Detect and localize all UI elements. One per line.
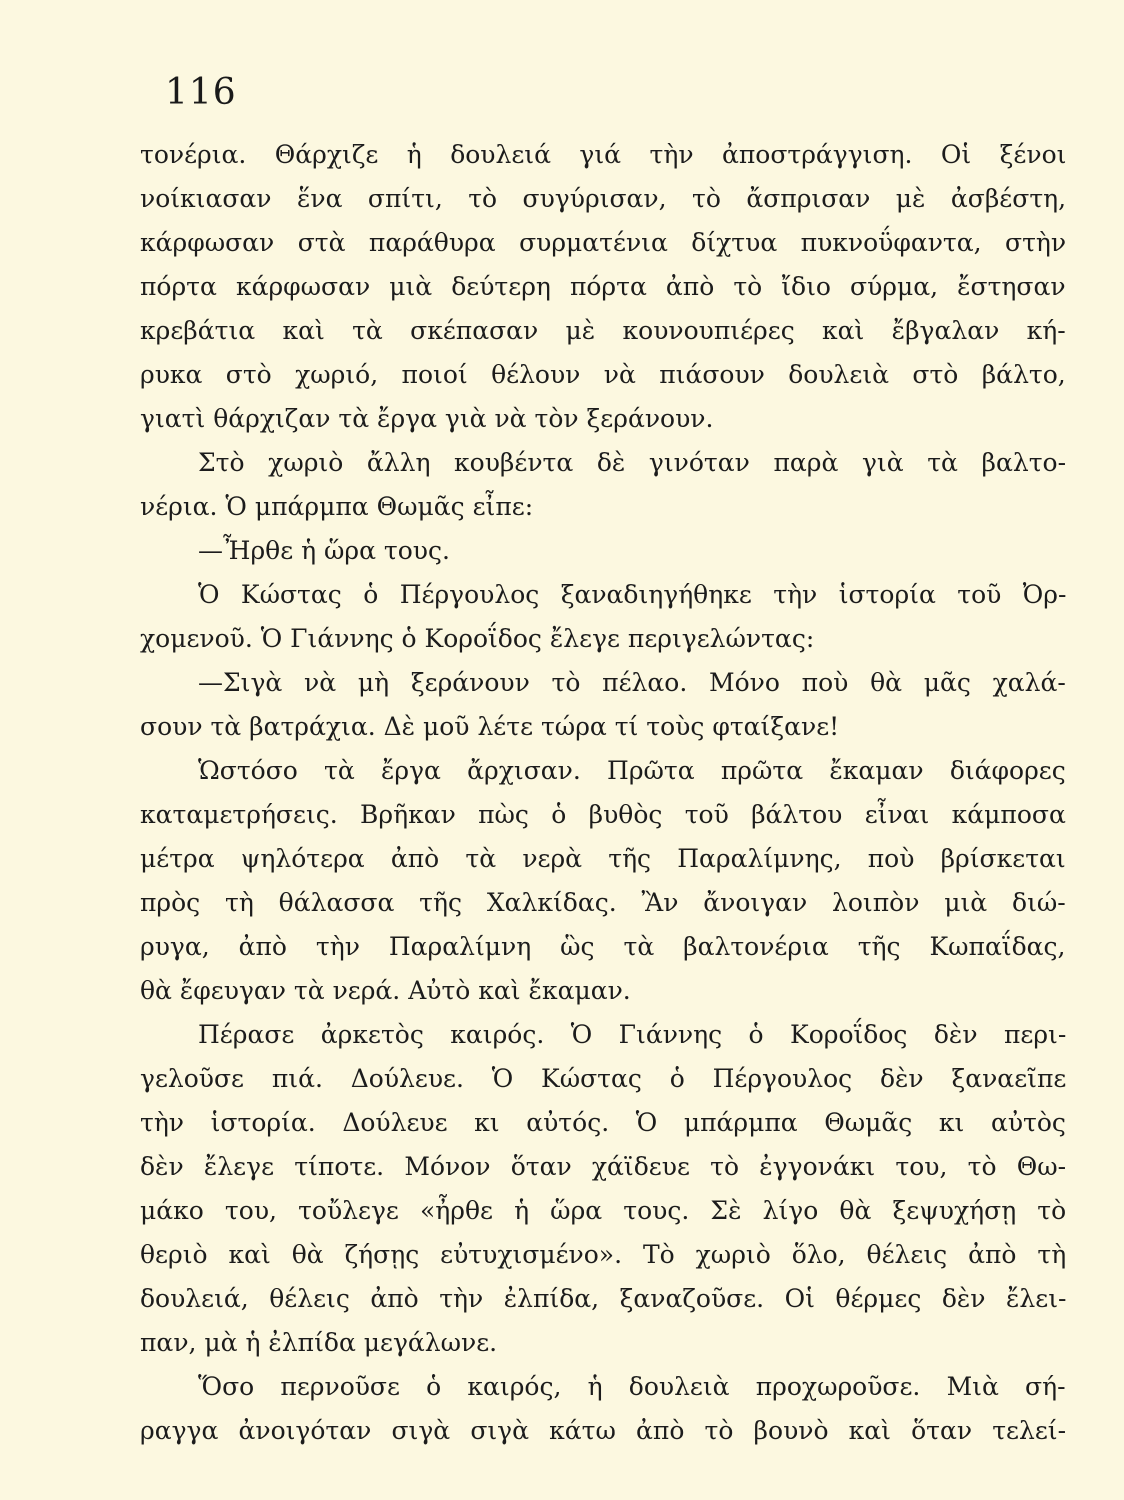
text-line: νοίκιασαν ἕνα σπίτι, τὸ συγύρισαν, τὸ ἄσπρισαν μὲ ἀσβέστη, (140, 184, 1067, 213)
text-line: Ὅσο περνοῦσε ὁ καιρός, ἡ δουλειὰ προχωροῦσε. Μιὰ σή- (198, 1372, 1066, 1401)
text-line: δὲν ἔλεγε τίποτε. Μόνον ὅταν χάϊδευε τὸ ἐγγονάκι του, τὸ Θω- (140, 1152, 1067, 1181)
text-line: τὴν ἱστορία. Δούλευε κι αὐτός. Ὁ μπάρμπα Θωμᾶς κι αὐτὸς (140, 1108, 1066, 1137)
text-line: Ὡστόσο τὰ ἔργα ἄρχισαν. Πρῶτα πρῶτα ἔκαμαν διάφορες (198, 756, 1066, 785)
text-line: πρὸς τὴ θάλασσα τῆς Χαλκίδας. Ἂν ἄνοιγαν λοιπὸν μιὰ διώ- (140, 888, 1066, 917)
page-number: 116 (165, 72, 237, 113)
text-line: καταμετρήσεις. Βρῆκαν πὼς ὁ βυθὸς τοῦ βάλτου εἶναι κάμποσα (140, 800, 1066, 829)
text-line: —Ἦρθε ἡ ὥρα τους. (198, 536, 450, 565)
text-line: δουλειά, θέλεις ἀπὸ τὴν ἐλπίδα, ξαναζοῦσε. Οἱ θέρμες δὲν ἔλει- (140, 1284, 1067, 1313)
text-line: Στὸ χωριὸ ἄλλη κουβέντα δὲ γινόταν παρὰ γιὰ τὰ βαλτο- (198, 448, 1067, 477)
text-line: γιατὶ θάρχιζαν τὰ ἔργα γιὰ νὰ τὸν ξεράνουν. (140, 404, 714, 433)
text-line: ραγγα ἀνοιγόταν σιγὰ σιγὰ κάτω ἀπὸ τὸ βουνὸ καὶ ὅταν τελεί- (140, 1416, 1067, 1445)
text-line: χομενοῦ. Ὁ Γιάννης ὁ Κοροΐδος ἔλεγε περιγελώντας: (140, 624, 815, 653)
text-line: ρυκα στὸ χωριό, ποιοί θέλουν νὰ πιάσουν δουλειὰ στὸ βάλτο, (140, 360, 1066, 389)
text-line: μάκο του, τοὔλεγε «ἦρθε ἡ ὥρα τους. Σὲ λίγο θὰ ξεψυχήσῃ τὸ (140, 1196, 1067, 1225)
text-line: τονέρια. Θάρχιζε ἡ δουλειά γιά τὴν ἀποστράγγιση. Οἱ ξένοι (140, 140, 1067, 169)
text-line: κάρφωσαν στὰ παράθυρα συρματένια δίχτυα πυκνοΰφαντα, στὴν (140, 228, 1067, 257)
text-line: παν, μὰ ἡ ἐλπίδα μεγάλωνε. (140, 1328, 498, 1357)
text-line: θὰ ἔφευγαν τὰ νερά. Αὐτὸ καὶ ἔκαμαν. (140, 976, 631, 1005)
text-line: γελοῦσε πιά. Δούλευε. Ὁ Κώστας ὁ Πέργουλος δὲν ξαναεῖπε (140, 1064, 1067, 1093)
text-line: σουν τὰ βατράχια. Δὲ μοῦ λέτε τώρα τί τοὺς φταίξανε! (140, 712, 840, 741)
text-line: —Σιγὰ νὰ μὴ ξεράνουν τὸ πέλαο. Μόνο ποὺ θὰ μᾶς χαλά- (198, 668, 1066, 697)
text-line: Πέρασε ἀρκετὸς καιρός. Ὁ Γιάννης ὁ Κοροΐδος δὲν περι- (198, 1020, 1067, 1049)
text-line: κρεβάτια καὶ τὰ σκέπασαν μὲ κουνουπιέρες καὶ ἔβγαλαν κή- (140, 316, 1066, 345)
text-line: ρυγα, ἀπὸ τὴν Παραλίμνη ὣς τὰ βαλτονέρια τῆς Κωπαΐδας, (140, 932, 1066, 961)
text-line: μέτρα ψηλότερα ἀπὸ τὰ νερὰ τῆς Παραλίμνης, ποὺ βρίσκεται (140, 844, 1066, 873)
text-line: πόρτα κάρφωσαν μιὰ δεύτερη πόρτα ἀπὸ τὸ ἴδιο σύρμα, ἔστησαν (140, 272, 1066, 301)
text-line: Ὁ Κώστας ὁ Πέργουλος ξαναδιηγήθηκε τὴν ἱστορία τοῦ Ὀρ- (198, 580, 1067, 609)
text-line: νέρια. Ὁ μπάρμπα Θωμᾶς εἶπε: (140, 492, 534, 521)
text-line: θεριὸ καὶ θὰ ζήσῃς εὐτυχισμένο». Τὸ χωριὸ ὅλο, θέλεις ἀπὸ τὴ (140, 1240, 1067, 1269)
